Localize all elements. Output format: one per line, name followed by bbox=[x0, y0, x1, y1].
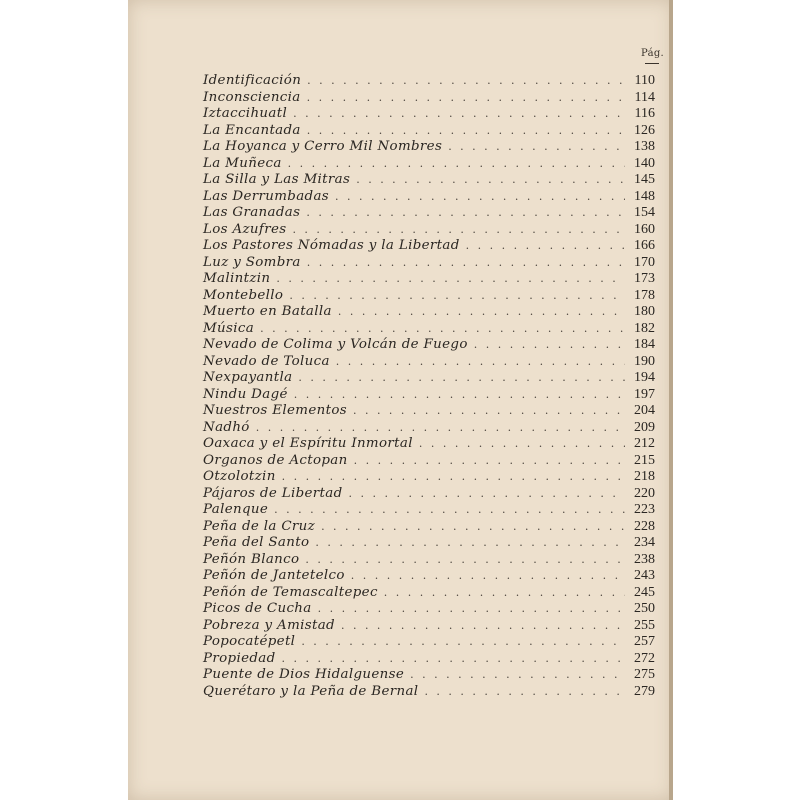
dot-leader bbox=[289, 288, 625, 305]
toc-entry-title: Nevado de Colima y Volcán de Fuego bbox=[203, 337, 468, 352]
toc-entry-page: 209 bbox=[634, 419, 655, 435]
toc-entry-page: 116 bbox=[634, 106, 655, 121]
toc-entry-title: Inconsciencia bbox=[203, 89, 301, 105]
toc-entry-title: La Muñeca bbox=[203, 155, 282, 171]
dot-leader bbox=[354, 453, 625, 470]
dot-leader bbox=[466, 238, 625, 255]
toc-entry-title: Nuestros Elementos bbox=[203, 403, 347, 418]
toc-entry-title: Nadhó bbox=[203, 419, 250, 435]
toc-entry-page: 228 bbox=[634, 518, 655, 534]
toc-entry-page: 238 bbox=[634, 551, 655, 567]
toc-entry bbox=[203, 139, 655, 156]
dot-leader bbox=[338, 304, 625, 321]
dot-leader bbox=[294, 387, 625, 404]
table-of-contents bbox=[203, 73, 655, 700]
toc-entry-title: Puente de Dios Hidalguense bbox=[203, 667, 405, 682]
toc-entry bbox=[203, 189, 655, 206]
dot-leader bbox=[336, 354, 625, 371]
toc-entry bbox=[203, 453, 655, 470]
dot-leader bbox=[351, 568, 625, 585]
toc-entry-title: Querétaro y la Peña de Bernal bbox=[203, 683, 419, 699]
toc-entry bbox=[203, 255, 655, 272]
dot-leader bbox=[349, 486, 625, 503]
dot-leader bbox=[474, 337, 625, 354]
dot-leader bbox=[353, 403, 625, 420]
toc-entry-page: 220 bbox=[634, 485, 655, 501]
toc-entry-title: Popocatépetl bbox=[203, 634, 296, 649]
toc-entry bbox=[203, 222, 655, 239]
toc-entry-page: 126 bbox=[634, 122, 655, 138]
toc-entry bbox=[203, 519, 655, 536]
toc-entry-title: Peña de la Cruz bbox=[203, 518, 316, 534]
toc-entry-title: Nexpayantla bbox=[203, 370, 293, 385]
toc-entry-title: Música bbox=[203, 320, 255, 336]
toc-entry-page: 184 bbox=[634, 337, 655, 352]
toc-entry bbox=[203, 106, 655, 123]
toc-entry-title: Nevado de Toluca bbox=[203, 353, 330, 369]
dot-leader bbox=[307, 255, 625, 272]
toc-entry-title: La Silla y Las Mitras bbox=[203, 172, 351, 187]
dot-leader bbox=[321, 519, 625, 536]
toc-entry-page: 160 bbox=[634, 221, 655, 237]
toc-entry-page: 243 bbox=[634, 568, 655, 583]
toc-entry-title: Peñón Blanco bbox=[203, 551, 300, 567]
dot-leader bbox=[448, 139, 625, 156]
toc-entry bbox=[203, 73, 655, 90]
dot-leader bbox=[282, 469, 625, 486]
toc-entry bbox=[203, 634, 655, 651]
dot-leader bbox=[307, 90, 625, 107]
dot-leader bbox=[282, 651, 625, 668]
toc-entry-page: 180 bbox=[634, 304, 655, 319]
toc-entry-page: 255 bbox=[634, 617, 655, 633]
dot-leader bbox=[293, 106, 625, 123]
toc-entry-title: Montebello bbox=[203, 287, 284, 303]
toc-entry-title: Muerto en Batalla bbox=[203, 304, 332, 319]
toc-entry bbox=[203, 436, 655, 453]
toc-entry-title: Iztaccihuatl bbox=[203, 106, 288, 121]
page-column-label: Pág. bbox=[641, 48, 665, 59]
page-edge bbox=[669, 0, 673, 800]
toc-entry bbox=[203, 304, 655, 321]
toc-entry-title: Las Derrumbadas bbox=[203, 188, 330, 204]
toc-entry bbox=[203, 123, 655, 140]
toc-entry bbox=[203, 585, 655, 602]
dot-leader bbox=[315, 535, 625, 552]
toc-entry-title: La Encantada bbox=[203, 122, 301, 138]
dot-leader bbox=[410, 667, 625, 684]
dot-leader bbox=[307, 73, 625, 90]
toc-entry-title: Oaxaca y el Espíritu Inmortal bbox=[203, 436, 413, 451]
toc-entry-page: 154 bbox=[634, 205, 655, 220]
dot-leader bbox=[301, 634, 625, 651]
toc-entry-title: Palenque bbox=[203, 502, 269, 517]
toc-entry bbox=[203, 667, 655, 684]
toc-entry bbox=[203, 288, 655, 305]
toc-entry bbox=[203, 684, 655, 701]
toc-entry bbox=[203, 535, 655, 552]
toc-entry bbox=[203, 618, 655, 635]
toc-entry-title: Organos de Actopan bbox=[203, 452, 348, 468]
toc-entry bbox=[203, 651, 655, 668]
toc-entry bbox=[203, 205, 655, 222]
toc-entry-title: Otzolotzin bbox=[203, 469, 276, 484]
toc-entry bbox=[203, 486, 655, 503]
page-column-rule bbox=[645, 63, 659, 64]
toc-entry bbox=[203, 370, 655, 387]
toc-entry bbox=[203, 552, 655, 569]
toc-entry-title: Los Pastores Nómadas y la Libertad bbox=[203, 238, 460, 253]
toc-entry bbox=[203, 271, 655, 288]
toc-entry-page: 234 bbox=[634, 535, 655, 550]
dot-leader bbox=[419, 436, 625, 453]
toc-entry bbox=[203, 156, 655, 173]
toc-entry-page: 245 bbox=[634, 584, 655, 600]
dot-leader bbox=[306, 205, 625, 222]
toc-entry bbox=[203, 354, 655, 371]
toc-entry-title: Identificación bbox=[203, 73, 302, 88]
toc-entry-title: Luz y Sombra bbox=[203, 254, 301, 270]
dot-leader bbox=[356, 172, 625, 189]
toc-entry-page: 182 bbox=[634, 320, 655, 336]
toc-entry bbox=[203, 90, 655, 107]
toc-entry-title: Propiedad bbox=[203, 650, 276, 666]
toc-entry-page: 145 bbox=[634, 172, 655, 187]
dot-leader bbox=[318, 601, 625, 618]
toc-entry-title: Malintzin bbox=[203, 271, 271, 286]
toc-entry-page: 173 bbox=[634, 271, 655, 286]
toc-entry bbox=[203, 337, 655, 354]
toc-entry-page: 272 bbox=[634, 650, 655, 666]
toc-entry-title: La Hoyanca y Cerro Mil Nombres bbox=[203, 139, 443, 154]
toc-entry bbox=[203, 403, 655, 420]
toc-entry bbox=[203, 568, 655, 585]
toc-entry-title: Las Granadas bbox=[203, 205, 301, 220]
toc-entry-page: 250 bbox=[634, 601, 655, 616]
toc-entry-title: Picos de Cucha bbox=[203, 601, 312, 616]
toc-entry bbox=[203, 601, 655, 618]
dot-leader bbox=[288, 156, 625, 173]
toc-entry-page: 170 bbox=[634, 254, 655, 270]
toc-entry-page: 279 bbox=[634, 683, 655, 699]
toc-entry-title: Pájaros de Libertad bbox=[203, 485, 343, 501]
dot-leader bbox=[335, 189, 625, 206]
toc-entry-page: 148 bbox=[634, 188, 655, 204]
toc-entry-title: Pobreza y Amistad bbox=[203, 617, 335, 633]
dot-leader bbox=[276, 271, 625, 288]
toc-entry bbox=[203, 321, 655, 338]
toc-entry-page: 257 bbox=[634, 634, 655, 649]
toc-entry-page: 138 bbox=[634, 139, 655, 154]
toc-entry bbox=[203, 502, 655, 519]
toc-entry-page: 212 bbox=[634, 436, 655, 451]
toc-entry-page: 275 bbox=[634, 667, 655, 682]
dot-leader bbox=[424, 684, 625, 701]
toc-entry-page: 140 bbox=[634, 155, 655, 171]
toc-entry-page: 166 bbox=[634, 238, 655, 253]
toc-entry-page: 114 bbox=[634, 89, 655, 105]
toc-entry-page: 190 bbox=[634, 353, 655, 369]
toc-entry-page: 218 bbox=[634, 469, 655, 484]
dot-leader bbox=[274, 502, 625, 519]
toc-entry-page: 215 bbox=[634, 452, 655, 468]
toc-entry bbox=[203, 469, 655, 486]
toc-entry-title: Peña del Santo bbox=[203, 535, 310, 550]
toc-entry-page: 194 bbox=[634, 370, 655, 385]
toc-entry-page: 197 bbox=[634, 386, 655, 402]
dot-leader bbox=[307, 123, 625, 140]
dot-leader bbox=[260, 321, 625, 338]
toc-entry-title: Nindu Dagé bbox=[203, 386, 288, 402]
dot-leader bbox=[256, 420, 625, 437]
toc-entry-page: 223 bbox=[634, 502, 655, 517]
toc-entry bbox=[203, 238, 655, 255]
toc-entry bbox=[203, 172, 655, 189]
dot-leader bbox=[341, 618, 625, 635]
dot-leader bbox=[298, 370, 625, 387]
toc-entry-title: Peñón de Temascaltepec bbox=[203, 584, 378, 600]
toc-entry bbox=[203, 387, 655, 404]
toc-entry-page: 204 bbox=[634, 403, 655, 418]
toc-entry-page: 110 bbox=[634, 73, 655, 88]
toc-entry-title: Peñón de Jantetelco bbox=[203, 568, 345, 583]
dot-leader bbox=[305, 552, 625, 569]
dot-leader bbox=[292, 222, 625, 239]
toc-entry bbox=[203, 420, 655, 437]
toc-entry-title: Los Azufres bbox=[203, 221, 287, 237]
toc-entry-page: 178 bbox=[634, 287, 655, 303]
dot-leader bbox=[384, 585, 625, 602]
